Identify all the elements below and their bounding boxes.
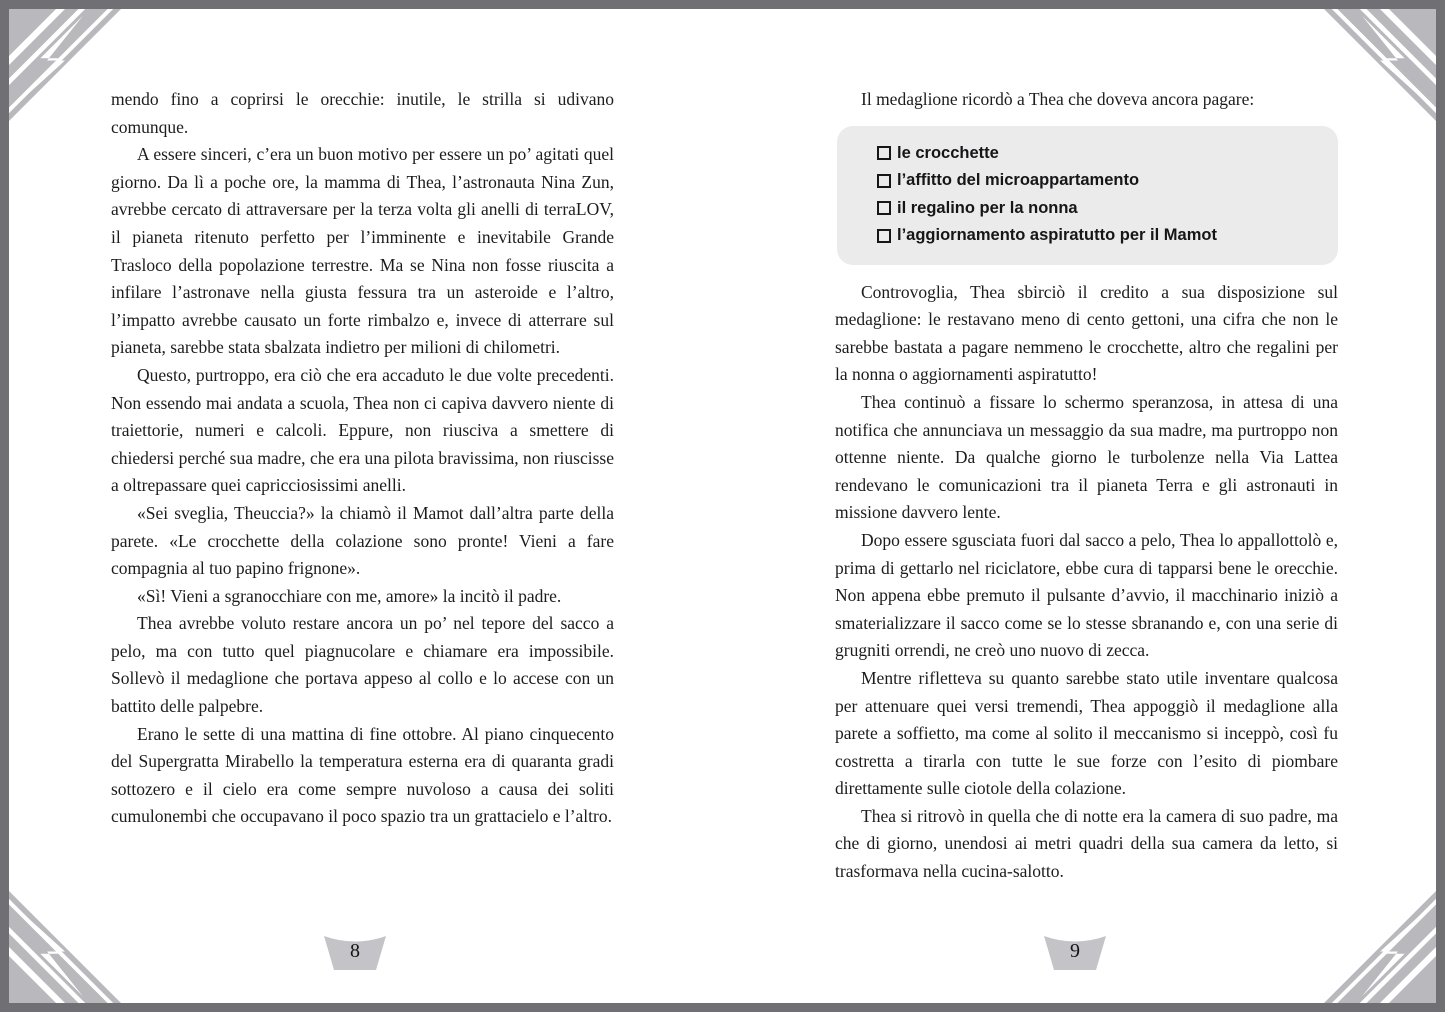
checklist-item — [877, 140, 1320, 168]
stripes-lightning-icon — [1324, 891, 1436, 1003]
page-number: 8 — [350, 940, 360, 962]
paragraph: Thea si ritrovò in quella che di notte era la camera di suo padre, ma che di giorno, unendosi ai metri quadri della sua camera da letto, si trasformava nella cucina-salotto. — [835, 805, 1338, 882]
checkbox-icon — [877, 146, 891, 160]
paragraph: mendo fino a coprirsi le orecchie: inutile, le strilla si udivano comunque. — [111, 89, 614, 137]
paragraph: «Sì! Vieni a sgranocchiare con me, amore» la incitò il padre. — [137, 585, 562, 606]
right-page-paragraphs — [835, 279, 1338, 886]
corner-ornament-top-right — [1324, 9, 1436, 121]
paragraph: Questo, purtroppo, era ciò che era accaduto le due volte precedenti. Non essendo mai andata a scuola, Thea non ci capiva davvero niente di traiettorie, numeri e calcoli. Eppure, non riusciva a smettere di chiedersi perché sua madre, che era una pilota bravissima, non riuscisse a oltrepassare quei capricciosissimi anelli. — [111, 364, 614, 496]
right-page-text — [835, 86, 1338, 886]
checklist-item — [877, 195, 1320, 223]
left-page-text — [111, 86, 614, 831]
paragraph: Erano le sette di una mattina di fine ottobre. Al piano cinquecento del Supergratta Mirabello la temperatura esterna era di quaranta gradi sottozero e il cielo era come sempre nuvoloso a causa dei soliti cumulonembi che occupavano il poco spazio tra un grattacielo e l’altro. — [111, 723, 614, 827]
checkbox-icon — [877, 174, 891, 188]
paragraph: Thea continuò a fissare lo schermo speranzosa, in attesa di una notifica che annunciava un messaggio da sua madre, ma purtroppo non ottenne niente. Da qualche giorno le turbolenze nella Via Lattea rendevano le comunicazioni tra il pianeta Terra e gli astronauti in missione davvero lente. — [835, 391, 1338, 523]
paragraph: A essere sinceri, c’era un buon motivo per essere un po’ agitati quel giorno. Da lì a poche ore, la mamma di Thea, l’astronauta Nina Zun, avrebbe cercato di attraversare per la terza volta gli anelli di terraLOV, il pianeta ritenuto perfetto per l’imminente e inevitabile Grande Trasloco della popolazione terrestre. Ma se Nina non fosse riuscita a infilare l’astronave nella giusta fessura tra un asteroide e l’altro, l’impatto avrebbe causato un forte rimbalzo e, invece di atterrare sul pianeta, sarebbe stata sbalzata indietro per milioni di chilometri. — [111, 144, 614, 358]
right-page-intro: Il medaglione ricordò a Thea che doveva ancora pagare: — [861, 89, 1255, 109]
paragraph: Mentre rifletteva su quanto sarebbe stato utile inventare qualcosa per attenuare quei versi tremendi, Thea appoggiò il medaglione alla parete a soffietto, ma come al solito il meccanismo si inceppò, così fu costretta a tirarla con tutte le sue forze con l’esito di piombare direttamente sulle ciotole della colazione. — [835, 667, 1338, 799]
paragraph: «Sei sveglia, Theuccia?» la chiamò il Mamot dall’altra parte della parete. «Le crocchette della colazione sono pronte! Vieni a fare compagnia al tuo papino frignone». — [111, 502, 614, 579]
checklist-item-label: il regalino per la nonna — [897, 198, 1078, 217]
page-number-tab-right — [1043, 931, 1107, 971]
page-number-tab-left — [323, 931, 387, 971]
checklist-item — [877, 167, 1320, 195]
checklist-item-label: l’aggiornamento aspiratutto per il Mamot — [897, 226, 1217, 245]
paragraph: Dopo essere sgusciata fuori dal sacco a pelo, Thea lo appallottolò e, prima di gettarlo nel riciclatore, ebbe cura di tapparsi bene le orecchie. Non appena ebbe premuto il pulsante d’avvio, il macchinario iniziò a smaterializzare il sacco come se lo stesse sbranando e, con una serie di grugniti orrendi, ne creò uno nuovo di zecca. — [835, 529, 1338, 661]
payment-checklist-box — [837, 126, 1338, 265]
checkbox-icon — [877, 229, 891, 243]
corner-ornament-bottom-right — [1324, 891, 1436, 1003]
stripes-lightning-icon — [1324, 9, 1436, 121]
checkbox-icon — [877, 201, 891, 215]
checklist-item — [877, 222, 1320, 250]
paragraph: Thea avrebbe voluto restare ancora un po’ nel tepore del sacco a pelo, ma con tutto quel piagnucolare e chiamare era impossibile. Sollevò il medaglione che portava appeso al collo e lo accese con un battito delle palpebre. — [111, 613, 614, 717]
checklist-item-label: le crocchette — [897, 143, 999, 162]
corner-ornament-bottom-left — [9, 891, 121, 1003]
paragraph: Controvoglia, Thea sbirciò il credito a sua disposizione sul medaglione: le restavano meno di cento gettoni, una cifra che non le sarebbe bastata a pagare nemmeno le crocchette, altro che regalini per la nonna o aggiornamenti aspiratutto! — [835, 281, 1338, 385]
checklist-item-label: l’affitto del microappartamento — [897, 171, 1140, 190]
page-number: 9 — [1070, 940, 1080, 962]
stripes-lightning-icon — [9, 891, 121, 1003]
stripes-lightning-icon — [9, 9, 121, 121]
corner-ornament-top-left — [9, 9, 121, 121]
